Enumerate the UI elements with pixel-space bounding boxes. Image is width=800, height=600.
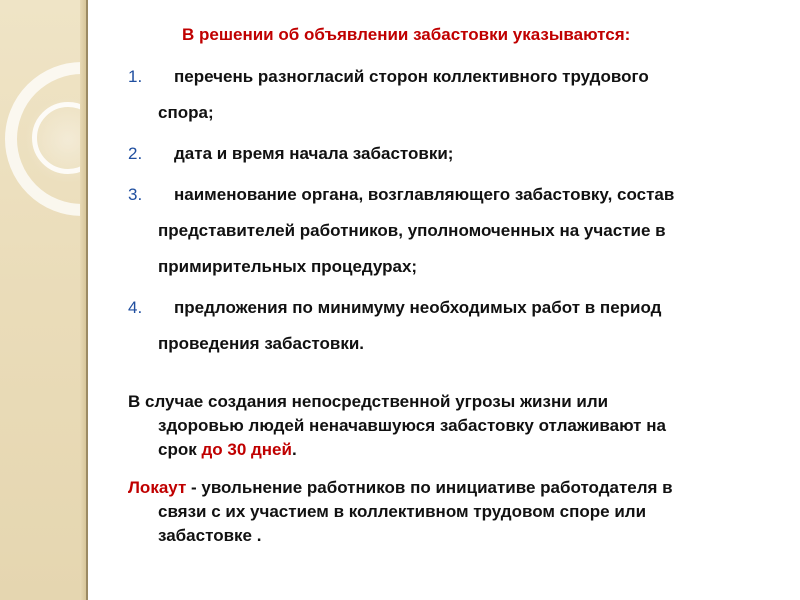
list-item-3 [128,177,776,285]
postponement-line-2: здоровью людей неначавшуюся забастовку отлаживают на [158,416,666,435]
side-panel-divider [86,0,88,600]
strike-decision-list [128,59,776,362]
lockout-line-2: связи с их участием в коллективном трудовом споре или [158,502,647,521]
list-text-1-line-2: спора; [158,103,214,122]
decorative-side-panel [0,0,86,600]
postponement-line-3-prefix: срок [158,440,202,459]
postponement-line-1: В случае создания непосредственной угрозы жизни или [128,392,609,411]
lockout-term: Локаут [128,478,187,497]
list-item-1 [128,59,776,131]
list-text-3-line-2: представителей работников, уполномоченных на участие в [158,221,666,240]
list-item-4 [128,290,776,362]
list-number-2: 2. [128,144,143,163]
postponement-term-highlight: до 30 дней [201,440,292,459]
postponement-line-3 [158,438,776,462]
list-text-2 [174,136,776,172]
list-text-3 [158,177,776,285]
list-text-4 [158,290,776,362]
list-text-3-line-3: примирительных процедурах; [158,257,418,276]
lockout-line-1-rest: - увольнение работников по инициативе работодателя в [186,478,673,497]
slide-content [128,18,776,548]
list-text-1-line-1: перечень разногласий сторон коллективного трудового [174,67,649,86]
lockout-line-1 [128,476,776,500]
slide-heading: В решении об объявлении забастовки указываются: [182,25,631,44]
postponement-line-3-suffix: . [291,440,297,459]
list-text-2-line-1: дата и время начала забастовки; [174,144,454,163]
strike-postponement-paragraph [128,390,776,462]
list-item-2 [128,136,776,172]
list-text-4-line-2: проведения забастовки. [158,334,365,353]
list-number-1: 1. [128,67,143,86]
lockout-definition-paragraph [128,476,776,548]
list-text-1 [158,59,776,131]
list-text-3-line-1: наименование органа, возглавляющего забастовку, состав [174,185,675,204]
list-number-3: 3. [128,185,143,204]
list-text-4-line-1: предложения по минимуму необходимых работ в период [174,298,662,317]
lockout-line-3: забастовке . [158,526,262,545]
list-number-4: 4. [128,298,143,317]
